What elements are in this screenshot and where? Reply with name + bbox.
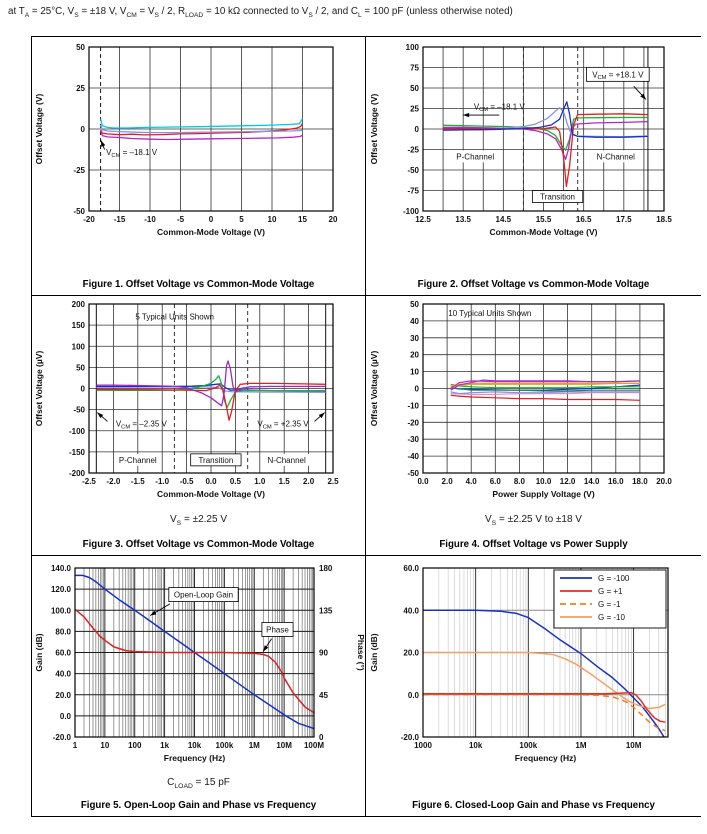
svg-text:Offset Voltage (V): Offset Voltage (V) — [369, 93, 379, 165]
svg-text:120.0: 120.0 — [50, 585, 71, 595]
svg-text:1.0: 1.0 — [253, 477, 265, 486]
svg-text:-20.0: -20.0 — [400, 733, 419, 742]
svg-text:Gain (dB): Gain (dB) — [33, 633, 44, 672]
figure-5-chart — [32, 556, 366, 766]
svg-text:10: 10 — [99, 741, 109, 750]
svg-text:12.0: 12.0 — [559, 477, 576, 486]
svg-text:10.0: 10.0 — [535, 477, 552, 486]
svg-text:40.0: 40.0 — [54, 669, 71, 679]
figure-5-subcaption: $C_{LOAD} = 15$ pF — [167, 776, 230, 790]
svg-text:0: 0 — [208, 215, 213, 224]
figure-2-chart — [367, 37, 700, 242]
figure-3-chart — [32, 296, 366, 501]
svg-text:-75: -75 — [407, 186, 419, 196]
svg-text:0: 0 — [318, 733, 323, 742]
svg-text:100k: 100k — [519, 741, 538, 750]
svg-text:-200: -200 — [68, 469, 85, 478]
svg-text:75: 75 — [410, 63, 419, 73]
svg-text:5 Typical Units Shown: 5 Typical Units Shown — [134, 312, 214, 322]
svg-text:20.0: 20.0 — [656, 477, 672, 486]
figure-4-cell — [366, 296, 701, 556]
svg-text:VCM = –18.1 V: $V_{CM} = -18.1$ V — [105, 148, 157, 160]
svg-text:30: 30 — [410, 333, 419, 343]
svg-text:-2.0: -2.0 — [106, 477, 120, 486]
svg-text:0: 0 — [414, 125, 419, 134]
svg-text:0.0: 0.0 — [407, 690, 419, 700]
svg-text:VCM = –18.1 V: $V_{CM} = -18.1$ V — [473, 102, 525, 114]
svg-text:40: 40 — [410, 316, 419, 326]
svg-text:1.5: 1.5 — [278, 477, 290, 486]
svg-text:16.0: 16.0 — [608, 477, 624, 486]
svg-text:-20: -20 — [407, 418, 419, 428]
svg-text:0.0: 0.0 — [204, 477, 217, 486]
svg-text:2.5: 2.5 — [326, 477, 339, 486]
svg-text:Open-Loop Gain: Open-Loop Gain — [173, 590, 233, 600]
svg-text:25: 25 — [75, 84, 85, 93]
svg-text:4.0: 4.0 — [465, 477, 477, 486]
svg-text:-30: -30 — [407, 435, 419, 445]
svg-text:40.0: 40.0 — [403, 606, 419, 616]
svg-text:Offset Voltage (µV): Offset Voltage (µV) — [33, 350, 44, 427]
svg-text:-25: -25 — [407, 145, 419, 155]
svg-text:10: 10 — [410, 367, 419, 377]
svg-text:N-Channel: N-Channel — [596, 152, 635, 162]
figure-6-cell — [366, 556, 701, 816]
svg-text:50: 50 — [410, 300, 419, 309]
svg-text:Gain (dB): Gain (dB) — [369, 633, 379, 672]
svg-text:45: 45 — [318, 690, 328, 700]
svg-text:G = -1: G = -1 — [598, 600, 621, 609]
svg-text:Power Supply Voltage (V): Power Supply Voltage (V) — [492, 489, 595, 499]
svg-text:Common-Mode Voltage (V): Common-Mode Voltage (V) — [156, 489, 265, 499]
svg-text:10k: 10k — [187, 741, 201, 750]
svg-text:50: 50 — [75, 43, 85, 52]
svg-text:Phase (°): Phase (°) — [355, 634, 366, 671]
svg-text:20.0: 20.0 — [54, 690, 71, 700]
figure-5-cell — [32, 556, 366, 816]
svg-text:60.0: 60.0 — [403, 564, 419, 573]
svg-text:-20.0: -20.0 — [52, 733, 71, 742]
svg-text:100: 100 — [71, 342, 85, 352]
svg-text:-50: -50 — [407, 469, 419, 478]
svg-text:80.0: 80.0 — [54, 627, 71, 637]
svg-text:-10: -10 — [407, 401, 419, 411]
figure-4-subcaption: $V_S = \pm 2.25$ V to ±18 V — [485, 513, 582, 527]
svg-text:50: 50 — [75, 363, 85, 373]
svg-text:14.5: 14.5 — [495, 215, 512, 224]
svg-text:20: 20 — [328, 215, 337, 224]
svg-text:100.0: 100.0 — [50, 606, 71, 616]
svg-text:150: 150 — [71, 321, 85, 331]
svg-text:-50: -50 — [407, 166, 419, 175]
svg-text:0.5: 0.5 — [229, 477, 241, 486]
svg-text:16.5: 16.5 — [575, 215, 592, 224]
svg-text:135: 135 — [318, 606, 332, 616]
figure-1-cell — [32, 37, 366, 296]
svg-text:100: 100 — [127, 741, 141, 750]
svg-text:Frequency (Hz): Frequency (Hz) — [514, 753, 577, 763]
svg-text:-1.0: -1.0 — [154, 477, 169, 486]
svg-text:15.5: 15.5 — [535, 215, 552, 224]
svg-text:VCM = +2.35 V: $V_{CM} = +2.35$ V — [256, 419, 309, 431]
svg-text:G = -100: G = -100 — [598, 574, 630, 583]
svg-text:15: 15 — [297, 215, 307, 224]
svg-text:100k: 100k — [214, 741, 233, 750]
svg-text:1000: 1000 — [414, 741, 432, 750]
svg-text:-0.5: -0.5 — [179, 477, 193, 486]
svg-text:8.0: 8.0 — [513, 477, 525, 486]
svg-text:Offset Voltage (µV): Offset Voltage (µV) — [369, 350, 379, 427]
svg-text:Frequency (Hz): Frequency (Hz) — [163, 753, 225, 763]
svg-text:180: 180 — [318, 564, 332, 573]
svg-text:0: 0 — [414, 384, 419, 394]
svg-text:VCM = –2.35 V: $V_{CM} = -2.35$ V — [115, 419, 167, 431]
svg-text:-40: -40 — [407, 452, 419, 462]
svg-text:-20: -20 — [82, 215, 95, 224]
svg-text:P-Channel: P-Channel — [118, 455, 157, 465]
svg-text:10M: 10M — [625, 741, 642, 750]
svg-text:Transition: Transition — [197, 455, 233, 465]
svg-text:25: 25 — [410, 104, 419, 114]
svg-text:-2.5: -2.5 — [81, 477, 96, 486]
svg-text:0: 0 — [80, 384, 85, 394]
svg-text:1: 1 — [72, 741, 77, 750]
svg-text:14.0: 14.0 — [583, 477, 600, 486]
svg-text:200: 200 — [71, 300, 85, 309]
figure-1-chart — [32, 37, 366, 242]
figure-table — [31, 36, 701, 817]
figure-6-chart — [367, 556, 700, 766]
svg-text:12.5: 12.5 — [415, 215, 431, 224]
svg-text:6.0: 6.0 — [489, 477, 501, 486]
figure-3-caption: Figure 3. Offset Voltage vs Common-Mode Voltage — [82, 539, 315, 550]
svg-text:G = +1: G = +1 — [598, 587, 623, 596]
svg-text:20.0: 20.0 — [403, 648, 419, 658]
svg-text:100: 100 — [405, 43, 419, 52]
figure-1-caption: Figure 1. Offset Voltage vs Common-Mode Voltage — [82, 279, 315, 290]
svg-text:5: 5 — [238, 215, 244, 224]
svg-text:-100: -100 — [68, 426, 85, 436]
svg-text:-5: -5 — [176, 215, 184, 224]
svg-text:-15: -15 — [113, 215, 125, 224]
svg-text:0.0: 0.0 — [417, 477, 429, 486]
figure-5-caption: Figure 5. Open-Loop Gain and Phase vs Frequency — [80, 800, 317, 811]
conditions-header: at $T_A = 25^\circ C$, $V_S = \pm 18$ V, $V_{CM} = V_S / 2$, $R_{LOAD} = 10$ kΩ connected to $V_S / 2$, and $C_L = 100$ pF (unless otherwise noted) — [8, 6, 513, 19]
figure-2-caption: Figure 2. Offset Voltage vs Common-Mode Voltage — [417, 279, 650, 290]
svg-text:17.5: 17.5 — [616, 215, 632, 224]
figure-4-caption: Figure 4. Offset Voltage vs Power Supply — [439, 539, 628, 550]
svg-text:0.0: 0.0 — [59, 711, 71, 721]
svg-text:10: 10 — [267, 215, 276, 224]
figure-4-chart — [367, 296, 700, 501]
svg-text:0: 0 — [80, 125, 85, 134]
svg-text:10M: 10M — [275, 741, 292, 750]
svg-text:90: 90 — [318, 648, 328, 658]
svg-text:2.0: 2.0 — [302, 477, 314, 486]
svg-text:10k: 10k — [468, 741, 483, 750]
svg-text:10 Typical Units Shown: 10 Typical Units Shown — [448, 308, 532, 318]
svg-text:100M: 100M — [303, 741, 324, 750]
svg-text:1M: 1M — [575, 741, 587, 750]
svg-text:-50: -50 — [72, 405, 85, 415]
svg-text:1k: 1k — [159, 741, 169, 750]
svg-text:140.0: 140.0 — [50, 564, 71, 573]
svg-text:-25: -25 — [72, 166, 85, 175]
svg-text:Common-Mode Voltage (V): Common-Mode Voltage (V) — [156, 227, 265, 237]
svg-text:-150: -150 — [68, 447, 85, 457]
svg-text:Offset Voltage (V): Offset Voltage (V) — [33, 93, 44, 165]
figure-3-cell — [32, 296, 366, 556]
svg-text:Phase: Phase — [265, 625, 289, 635]
figure-6-caption: Figure 6. Closed-Loop Gain and Phase vs Frequency — [412, 800, 655, 811]
svg-text:18.5: 18.5 — [656, 215, 672, 224]
svg-text:N-Channel: N-Channel — [267, 455, 306, 465]
svg-text:-100: -100 — [402, 207, 419, 216]
svg-text:P-Channel: P-Channel — [456, 152, 495, 162]
svg-text:2.0: 2.0 — [441, 477, 453, 486]
svg-text:-1.5: -1.5 — [130, 477, 145, 486]
svg-text:Transition: Transition — [540, 192, 575, 202]
svg-text:20: 20 — [410, 350, 419, 360]
svg-text:VCM = +18.1 V: $V_{CM} = +18.1$ V — [592, 70, 644, 82]
svg-text:18.0: 18.0 — [632, 477, 648, 486]
svg-text:-10: -10 — [143, 215, 156, 224]
figure-2-cell — [366, 37, 701, 296]
svg-text:1M: 1M — [248, 741, 260, 750]
figure-3-subcaption: $V_S = \pm 2.25$ V — [169, 513, 227, 527]
svg-text:-50: -50 — [72, 207, 85, 216]
svg-text:60.0: 60.0 — [54, 648, 71, 658]
svg-text:Common-Mode Voltage (V): Common-Mode Voltage (V) — [489, 227, 598, 237]
svg-text:G = -10: G = -10 — [598, 613, 625, 622]
svg-text:50: 50 — [410, 84, 419, 93]
svg-text:13.5: 13.5 — [455, 215, 471, 224]
